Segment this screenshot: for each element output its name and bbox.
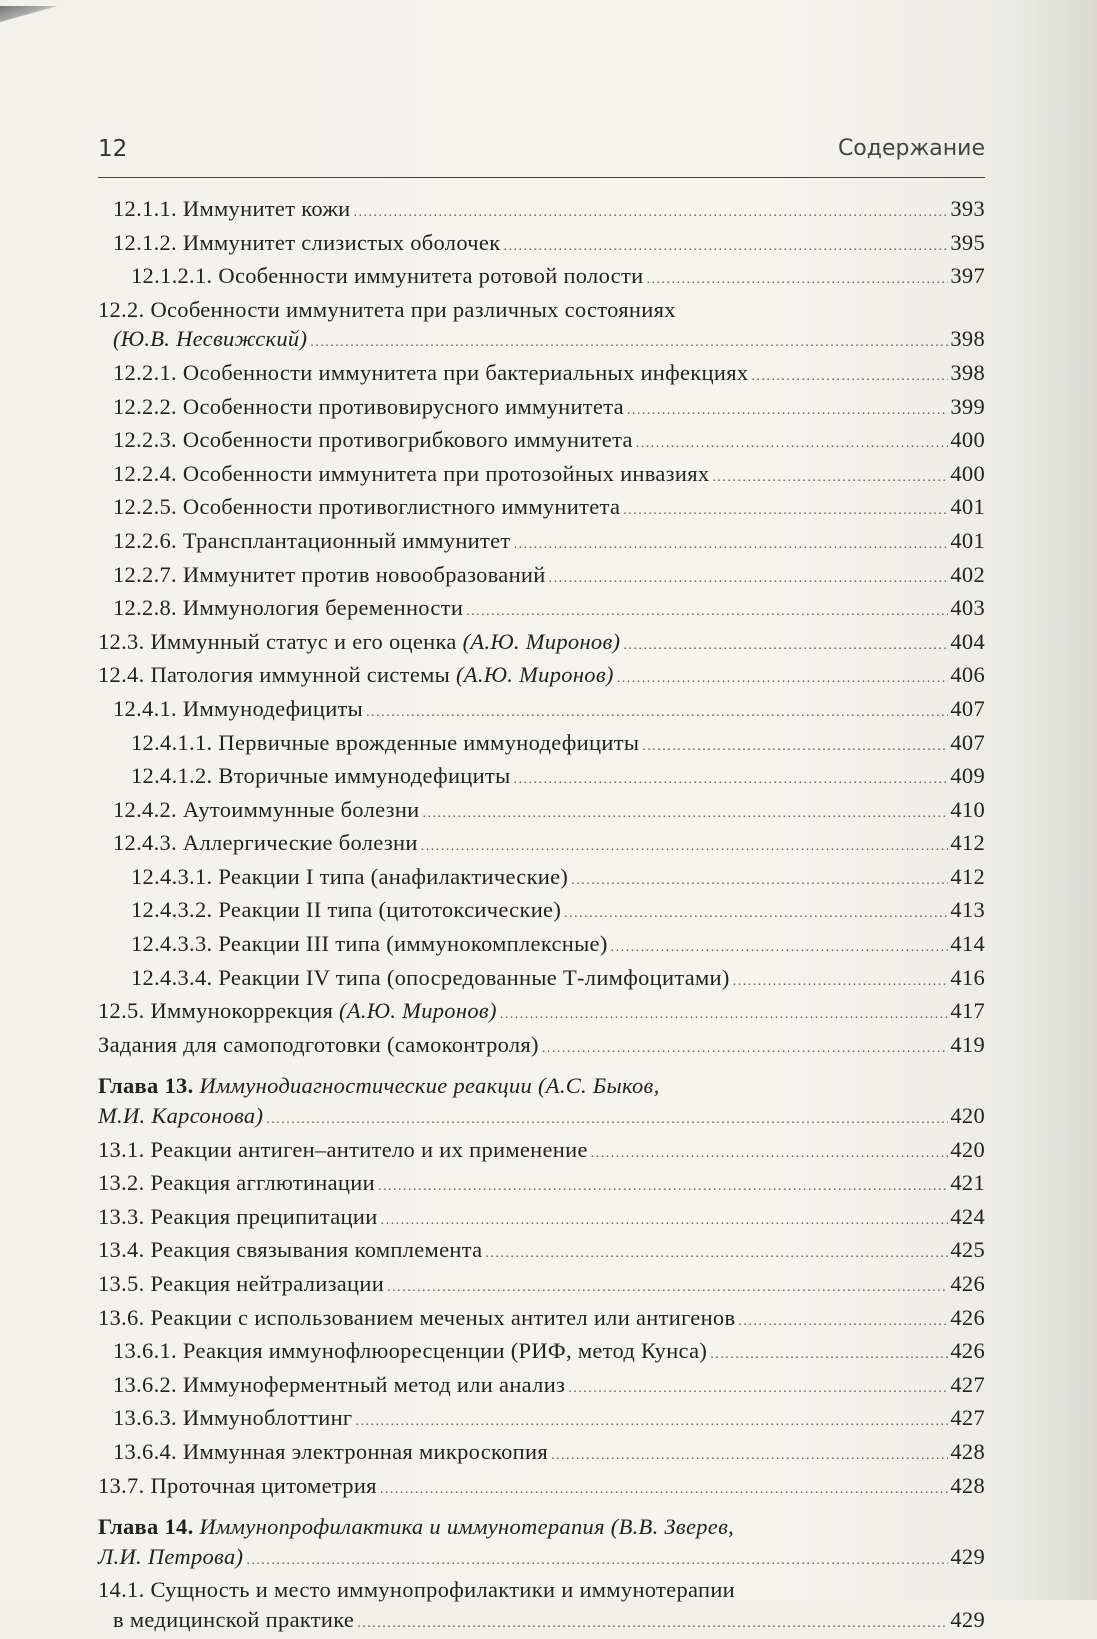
toc-entry-page: 428 [950, 1472, 985, 1498]
leader-dots [646, 265, 948, 295]
toc-entry-number: 12.4.3.4. [131, 964, 213, 990]
chapter-author: (В.В. Зверев, [610, 1514, 735, 1540]
toc-entry-title: Проточная цитометрия [150, 1472, 377, 1498]
leader-dots [710, 1340, 948, 1370]
toc-entry[interactable] [98, 761, 985, 795]
toc-entry[interactable] [98, 1202, 985, 1236]
toc-entry[interactable] [98, 1403, 985, 1437]
toc-entry[interactable] [98, 459, 985, 493]
toc-entry[interactable] [98, 694, 985, 728]
toc-entry-number: 12.4.2. [113, 796, 177, 822]
toc-entry-title: Реакция агглютинации [150, 1170, 375, 1196]
toc-entry[interactable] [98, 1437, 985, 1471]
toc-entry-page: 407 [950, 729, 985, 755]
toc-entry[interactable] [98, 795, 985, 829]
toc-entry-page: 427 [950, 1371, 985, 1397]
leader-dots [642, 732, 948, 762]
toc-entry-title: Реакция преципитации [150, 1203, 378, 1229]
leader-dots [421, 832, 949, 862]
toc-entry-page: 420 [950, 1136, 985, 1162]
chapter-gap [98, 1504, 985, 1512]
toc-entry-number: 12.4.1. [113, 695, 177, 721]
toc-entry[interactable] [98, 1471, 985, 1505]
toc-entry-number: 13.5. [98, 1271, 145, 1296]
toc-entry-number: 13.6. [98, 1304, 145, 1330]
leader-dots [623, 496, 948, 526]
leader-dots [549, 564, 949, 594]
toc-entry-page: 410 [950, 796, 985, 822]
toc-entry-page: 417 [950, 998, 985, 1024]
toc-entry-author: (А.Ю. Миронов) [339, 998, 497, 1024]
toc-entry-title: Особенности иммунитета ротовой полости [218, 263, 644, 289]
leader-dots [611, 933, 949, 963]
toc-entry-page: 398 [950, 326, 985, 352]
toc-entry-author: (А.Ю. Миронов) [456, 662, 614, 688]
toc-entry-number: 12.4.1.1. [131, 729, 213, 755]
leader-dots [617, 664, 949, 694]
toc-entry-number: 12.4.1.2. [131, 763, 213, 789]
toc-entry-number: 13.3. [98, 1203, 145, 1229]
toc-entry-title: Иммунология беременности [182, 595, 464, 621]
toc-entry-title: Задания для самоподготовки (самоконтроля) [98, 1031, 539, 1057]
toc-entry[interactable] [98, 1135, 985, 1169]
toc-entry[interactable] [98, 627, 985, 661]
chapter-gap [98, 1063, 985, 1071]
toc-entry-continuation[interactable] [98, 1605, 985, 1639]
toc-entry-page: 429 [950, 1606, 985, 1632]
chapter-heading-continuation[interactable] [98, 1542, 985, 1576]
toc-entry-page: 395 [950, 229, 985, 255]
toc-entry[interactable] [98, 828, 985, 862]
toc-entry-number: 12.1.1. [113, 196, 177, 221]
toc-entry[interactable] [98, 895, 985, 929]
toc-entry-page: 412 [950, 863, 985, 889]
toc-entry[interactable] [98, 1336, 985, 1370]
toc-entry-page: 398 [950, 359, 985, 385]
toc-entry-title: Особенности иммунитета при протозойных инвазиях [182, 460, 710, 486]
toc-entry[interactable] [98, 660, 985, 694]
toc-entry-title: Иммунодефициты [182, 695, 364, 721]
table-of-contents [98, 194, 985, 1639]
toc-entry[interactable] [98, 1269, 985, 1303]
leader-dots [751, 362, 948, 392]
toc-entry[interactable] [98, 261, 985, 295]
chapter-author: (А.С. Быков, [537, 1073, 660, 1099]
leader-dots [571, 866, 948, 896]
toc-entry-title: Иммунная электронная микроскопия [182, 1438, 549, 1464]
toc-entry-number: 12.4.3.1. [131, 863, 213, 889]
leader-dots [246, 1546, 948, 1576]
toc-entry-title: Иммунный статус и его оценка [150, 628, 457, 654]
toc-entry-number: 12.2.3. [113, 427, 177, 453]
toc-entry-title: Первичные врожденные иммунодефициты [218, 729, 640, 755]
chapter-label: Глава 13. [98, 1073, 194, 1099]
leader-dots [564, 899, 948, 929]
toc-entry-number: 12.2.2. [113, 393, 177, 419]
toc-entry[interactable] [98, 996, 985, 1030]
toc-entry-number: 13.6.1. [113, 1338, 177, 1364]
toc-entry-title: Реакции III типа (иммунокомплексные) [218, 931, 608, 957]
toc-entry-page: 407 [950, 695, 985, 721]
toc-entry-number: 12.2.1. [113, 359, 177, 385]
toc-entry-number: 13.7. [98, 1472, 145, 1498]
toc-entry-title: Иммунокоррекция [150, 998, 334, 1024]
toc-entry-title-continued: в медицинской практике [113, 1606, 355, 1632]
leader-dots [354, 198, 949, 228]
toc-entry-number: 13.1. [98, 1136, 145, 1162]
toc-entry-page: 428 [950, 1438, 985, 1464]
toc-entry-page: 413 [950, 897, 985, 923]
toc-entry[interactable] [98, 425, 985, 459]
chapter-label: Глава 14. [98, 1514, 194, 1540]
chapter-heading-continuation[interactable] [98, 1101, 985, 1135]
leader-dots [500, 1000, 949, 1030]
leader-dots [466, 597, 948, 627]
toc-entry-title: Иммуноферментный метод или анализ [182, 1371, 566, 1397]
toc-entry-title: Реакция нейтрализации [150, 1271, 385, 1296]
toc-entry-title: Реакции антиген–антитело и их применение [150, 1136, 588, 1162]
leader-dots [514, 530, 949, 560]
toc-entry[interactable] [98, 593, 985, 627]
toc-entry[interactable] [98, 526, 985, 560]
leader-dots [355, 1407, 948, 1437]
toc-entry-number: 12.4.3.3. [131, 931, 213, 957]
leader-dots [514, 765, 949, 795]
toc-entry[interactable] [98, 1235, 985, 1269]
toc-entry-page: 404 [950, 628, 985, 654]
toc-entry-page: 397 [950, 263, 985, 289]
toc-entry-title: Иммунитет слизистых оболочек [182, 229, 501, 255]
toc-entry-number: 12.2.7. [113, 561, 177, 587]
toc-entry-title: Аллергические болезни [182, 830, 418, 856]
toc-entry[interactable] [98, 1030, 985, 1064]
toc-entry-page: 414 [950, 931, 985, 957]
toc-entry-number: 12.2. [98, 296, 145, 322]
toc-entry-page: 403 [950, 595, 985, 621]
running-head: Содержание [837, 136, 985, 161]
toc-entry-page: 406 [950, 662, 985, 688]
chapter-author: М.И. Карсонова) [98, 1103, 264, 1129]
leader-dots [380, 1475, 949, 1505]
toc-entry[interactable] [98, 194, 985, 228]
toc-entry-title: Аутоиммунные болезни [182, 796, 420, 822]
leader-dots [712, 463, 948, 493]
leader-dots [423, 799, 949, 829]
toc-entry-page: 400 [950, 427, 985, 453]
leader-dots [733, 967, 949, 997]
toc-entry-page: 401 [950, 494, 985, 520]
toc-entry-title: Иммунитет против новообразований [182, 561, 546, 587]
toc-entry-number: 13.2. [98, 1170, 145, 1196]
toc-entry-page: 412 [950, 830, 985, 856]
toc-entry-number: 13.6.4. [113, 1438, 177, 1464]
toc-entry[interactable] [98, 492, 985, 526]
header-rule [98, 177, 985, 178]
toc-entry-page: 393 [950, 196, 985, 221]
leader-dots [551, 1441, 948, 1471]
leader-dots [623, 631, 948, 661]
toc-entry-page: 425 [950, 1237, 985, 1263]
scan-corner-mark [0, 6, 58, 22]
toc-entry-number: 12.5. [98, 998, 145, 1024]
toc-entry-number: 12.2.5. [113, 494, 177, 520]
toc-entry-number: 12.4.3.2. [131, 897, 213, 923]
leader-dots [310, 328, 948, 358]
chapter-heading-first-line[interactable] [98, 1071, 985, 1101]
toc-entry-title: Особенности противоглистного иммунитета [182, 494, 621, 520]
toc-entry-number: 12.2.6. [113, 527, 177, 553]
toc-entry-title: Реакции IV типа (опосредованные Т-лимфоцитами) [218, 964, 730, 990]
toc-entry-title: Патология иммунной системы [150, 662, 451, 688]
chapter-title: Иммунодиагностические реакции [199, 1073, 533, 1099]
leader-dots [366, 698, 948, 728]
leader-dots [568, 1374, 948, 1404]
toc-entry[interactable] [98, 228, 985, 262]
toc-entry-number: 12.1.2.1. [131, 263, 213, 289]
toc-entry-first-line[interactable] [98, 1575, 985, 1605]
toc-entry-first-line[interactable] [98, 295, 985, 325]
chapter-author: Л.И. Петрова) [98, 1543, 244, 1569]
leader-dots [266, 1105, 948, 1135]
toc-entry[interactable] [98, 728, 985, 762]
toc-entry[interactable] [98, 963, 985, 997]
toc-entry-page: 402 [950, 561, 985, 587]
toc-entry-title: Особенности иммунитета при различных состояниях [150, 296, 676, 322]
toc-entry-title: Реакции с использованием меченых антител или антигенов [150, 1304, 736, 1330]
toc-entry-page: 419 [950, 1031, 985, 1057]
toc-entry-title: Сущность и место иммунопрофилактики и иммунотерапии [150, 1577, 736, 1603]
toc-entry[interactable] [98, 392, 985, 426]
leader-dots [636, 429, 949, 459]
toc-entry-title: Реакции II типа (цитотоксические) [218, 897, 562, 923]
toc-entry[interactable] [98, 1303, 985, 1337]
leader-dots [738, 1307, 948, 1337]
chapter-heading-first-line[interactable] [98, 1512, 985, 1542]
toc-entry-number: 13.6.2. [113, 1371, 177, 1397]
leader-dots [542, 1034, 949, 1064]
toc-entry-number: 12.2.4. [113, 460, 177, 486]
toc-entry-title: Иммуноблоттинг [182, 1405, 353, 1431]
toc-entry-number: 12.4.3. [113, 830, 177, 856]
toc-entry-number: 12.4. [98, 662, 145, 688]
toc-entry-page: 421 [950, 1170, 985, 1196]
toc-entry-number: 13.6.3. [113, 1405, 177, 1431]
toc-entry-number: 13.4. [98, 1237, 145, 1263]
toc-entry-title: Вторичные иммунодефициты [218, 763, 511, 789]
toc-entry-page: 409 [950, 763, 985, 789]
toc-entry-author: (Ю.В. Несвижский) [113, 326, 308, 352]
toc-entry-title: Особенности иммунитета при бактериальных инфекциях [182, 359, 749, 385]
leader-dots [485, 1239, 948, 1269]
toc-entry[interactable] [98, 560, 985, 594]
toc-entry[interactable] [98, 1168, 985, 1202]
toc-entry-page: 429 [950, 1543, 985, 1569]
toc-entry-number: 14.1. [98, 1577, 145, 1603]
toc-entry-title: Реакция связывания комплемента [150, 1237, 483, 1263]
toc-entry-page: 426 [950, 1338, 985, 1364]
toc-entry-page: 400 [950, 460, 985, 486]
leader-dots [381, 1206, 949, 1236]
toc-entry-title: Особенности противогрибкового иммунитета [182, 427, 633, 453]
toc-entry-title: Иммунитет кожи [182, 196, 351, 221]
page-header [98, 136, 985, 176]
leader-dots [591, 1139, 949, 1169]
toc-entry-page: 420 [950, 1103, 985, 1129]
toc-entry[interactable] [98, 862, 985, 896]
leader-dots [387, 1273, 948, 1303]
toc-entry-page: 426 [950, 1304, 985, 1330]
toc-entry[interactable] [98, 1370, 985, 1404]
toc-entry-page: 416 [950, 964, 985, 990]
toc-entry-page: 424 [950, 1203, 985, 1229]
toc-entry-title: Трансплантационный иммунитет [182, 527, 511, 553]
toc-entry-number: 12.2.8. [113, 595, 177, 621]
toc-entry-title: Реакции I типа (анафилактические) [218, 863, 569, 889]
toc-entry-author: (А.Ю. Миронов) [462, 628, 621, 654]
toc-entry-page: 427 [950, 1405, 985, 1431]
toc-entry[interactable] [98, 358, 985, 392]
leader-dots [503, 232, 948, 262]
leader-dots [357, 1609, 948, 1639]
chapter-title: Иммунопрофилактика и иммунотерапия [199, 1514, 605, 1540]
toc-entry-page: 401 [950, 527, 985, 553]
leader-dots [627, 396, 948, 426]
toc-entry[interactable] [98, 929, 985, 963]
leader-dots [378, 1172, 948, 1202]
page-number: 12 [98, 136, 128, 162]
toc-entry-number: 12.1.2. [113, 229, 177, 255]
toc-entry-page: 426 [950, 1271, 985, 1296]
toc-entry-title: Особенности противовирусного иммунитета [182, 393, 624, 419]
toc-entry-page: 399 [950, 393, 985, 419]
toc-entry-number: 12.3. [98, 628, 145, 654]
toc-entry-title: Реакция иммунофлюоресценции (РИФ, метод Кунса) [182, 1338, 708, 1364]
toc-entry-continuation[interactable] [98, 324, 985, 358]
